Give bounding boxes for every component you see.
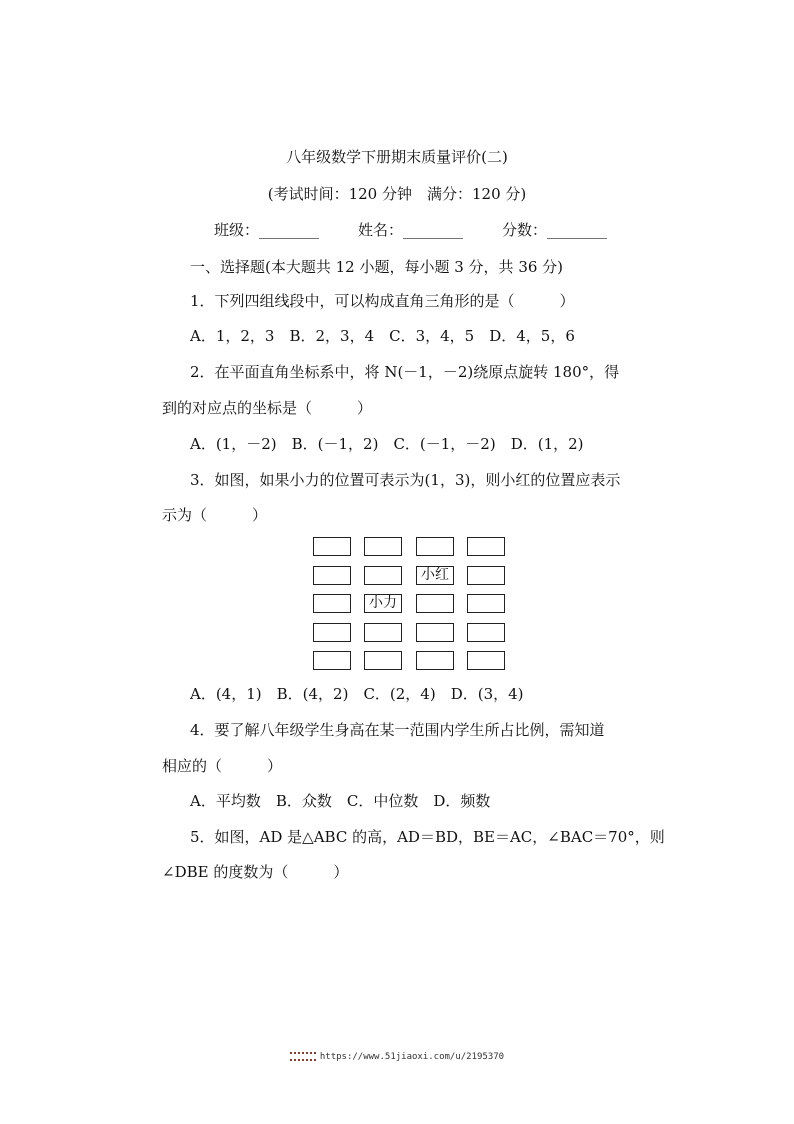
seat-cell — [364, 566, 402, 585]
seat-cell — [467, 651, 505, 670]
question-3-options: A．(4，1) B．(4，2) C．(2，4) D．(3，4) — [190, 685, 524, 703]
question-3-stem-line2: 示为（ ） — [162, 506, 268, 524]
seat-cell-xiaoli: 小力 — [364, 594, 402, 613]
seat-cell — [313, 623, 351, 642]
question-1-stem: 1．下列四组线段中，可以构成直角三角形的是（ ） — [190, 292, 575, 310]
seat-cell-xiaohong: 小红 — [416, 566, 454, 585]
question-2-stem-line1: 2．在平面直角坐标系中，将 N(－1，－2)绕原点旋转 180°，得 — [190, 363, 620, 381]
seat-cell — [416, 651, 454, 670]
section-heading: 一、选择题(本大题共 12 小题，每小题 3 分，共 36 分) — [190, 258, 564, 276]
class-field-label: 班级：________ — [214, 221, 320, 239]
question-2-options: A．(1，－2) B．(－1，2) C．(－1，－2) D．(1，2) — [190, 435, 584, 453]
site-logo-icon — [290, 1052, 316, 1061]
seat-cell — [416, 537, 454, 556]
question-4-options: A．平均数 B．众数 C．中位数 D．频数 — [190, 792, 491, 810]
name-field-label: 姓名：________ — [358, 221, 464, 239]
seat-cell — [416, 594, 454, 613]
question-4-stem-line2: 相应的（ ） — [162, 757, 283, 775]
question-4-stem-line1: 4．要了解八年级学生身高在某一范围内学生所占比例，需知道 — [190, 721, 605, 739]
seat-cell — [313, 594, 351, 613]
question-1-options: A．1，2，3 B．2，3，4 C．3，4，5 D．4，5，6 — [190, 327, 575, 345]
footer-url-link[interactable]: https://www.51jiaoxi.com/u/2195370 — [319, 1052, 505, 1062]
seat-cell — [364, 537, 402, 556]
seat-cell — [467, 537, 505, 556]
question-2-stem-line2: 到的对应点的坐标是（ ） — [162, 399, 373, 417]
seat-cell — [416, 623, 454, 642]
seat-cell — [313, 537, 351, 556]
question-5-stem-line2: ∠DBE 的度数为（ ） — [162, 863, 349, 881]
seat-grid-figure — [313, 537, 509, 673]
seat-cell — [467, 594, 505, 613]
page-footer — [0, 1052, 794, 1062]
seat-cell — [364, 651, 402, 670]
seat-cell — [313, 566, 351, 585]
seat-cell — [364, 623, 402, 642]
seat-cell — [467, 566, 505, 585]
score-field-label: 分数：________ — [502, 221, 608, 239]
exam-info-subtitle: (考试时间：120 分钟 满分：120 分) — [267, 185, 527, 203]
seat-cell — [313, 651, 351, 670]
seat-cell — [467, 623, 505, 642]
page-title: 八年级数学下册期末质量评价(二) — [286, 148, 508, 166]
question-3-stem-line1: 3．如图，如果小力的位置可表示为(1，3)，则小红的位置应表示 — [190, 471, 621, 489]
question-5-stem-line1: 5．如图，AD 是△ABC 的高，AD＝BD，BE＝AC，∠BAC＝70°，则 — [190, 828, 665, 846]
